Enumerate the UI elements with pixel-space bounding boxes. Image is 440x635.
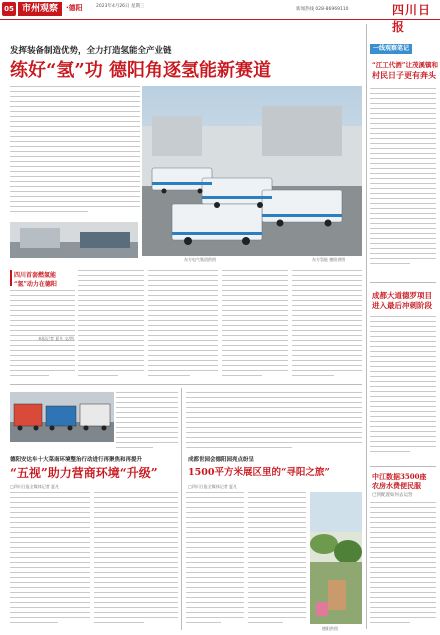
bottom-left-col-2 [94,492,178,630]
bottom-right-intro [186,392,362,450]
right-bottom-subhead: 农房水费便民服 [372,481,421,490]
bottom-left-kicker: 德阳安达车十大菜南环境整治行动进行再聚焦和再提升 [10,457,143,463]
right-bottom-note: 已到配置如何去运营 [372,493,413,498]
lower-column-divider [181,388,182,630]
lead-small-photo [10,222,138,258]
bottom-right-col-1 [186,492,244,630]
bottom-right-kicker: 成都世园会德阳园亮点纷呈 [188,457,255,463]
masthead [0,0,440,34]
right-bottom-headline: 中江数据3500座 [372,472,427,481]
newspaper-logo: 四川日报 [392,3,432,34]
right-top-headline-small: “江工代酒”让茂溪镇和 [372,61,438,69]
right-top-headline-large: 村民日子更有奔头 [372,70,436,80]
sidebar-divider [366,24,367,629]
lead-col-1 [10,290,75,380]
lead-headline: 练好“氢”功 德阳角逐氢能新赛道 [10,60,271,81]
bottom-right-photo-caption: 德阳供图 [322,626,338,631]
right-top-body [370,88,436,274]
lead-photo-caption: 东方电气集团供图 [184,257,216,262]
sub-headline: “氢”动力在德阳 [14,281,57,288]
bottom-right-col-2 [248,492,306,630]
lead-kicker: 发挥装备制造优势，全力打造氢能全产业链 [10,46,172,56]
subsection-marker [10,270,12,286]
right-mid-body [370,316,436,462]
sub-kicker: 四川首套燃氢能 [14,272,57,279]
bottom-right-byline: □四川日报全媒体记者 夏凡 [188,484,238,489]
lead-col-3 [148,270,218,380]
bottom-left-byline: □四川日报全媒体记者 夏凡 [10,484,60,489]
page-number: 05 [2,2,16,16]
lower-divider [10,384,362,385]
bottom-left-headline: “五视”助力营商环境“升级” [10,466,158,480]
bottom-right-photo-garden [310,492,362,624]
lead-col-4 [222,270,288,380]
bottom-left-col-1 [10,492,90,630]
sidebar-tag: 一线观察笔记 [370,44,412,54]
right-bottom-body [370,502,436,630]
lead-photo-credit: 东方氢能 德阳供图 [312,257,346,262]
right-mid-headline-1: 成都大道德罗项目 [372,291,432,300]
right-divider-2 [370,466,436,467]
lead-col-5 [292,270,362,380]
bottom-left-intro [116,392,178,450]
lead-col-2 [78,270,144,380]
lead-byline: 本报记者 夏凡 文/图 [38,336,74,341]
right-divider-1 [370,282,436,283]
bottom-left-photo-trucks [10,392,114,442]
bottom-right-headline: 1500平方米展区里的“寻阳之旅” [188,467,330,478]
section-title: 市州观察 [18,2,62,16]
news-hotline: 新闻热线 028-86969110 [296,7,349,12]
lead-photo-hydrogen-buses [142,86,362,256]
lead-intro-text [10,86,140,221]
right-mid-headline-2: 进入最后冲刺阶段 [372,301,432,310]
issue-date: 2023年4月26日 星期三 [96,4,145,9]
edition-label: ·德阳 [66,4,83,12]
